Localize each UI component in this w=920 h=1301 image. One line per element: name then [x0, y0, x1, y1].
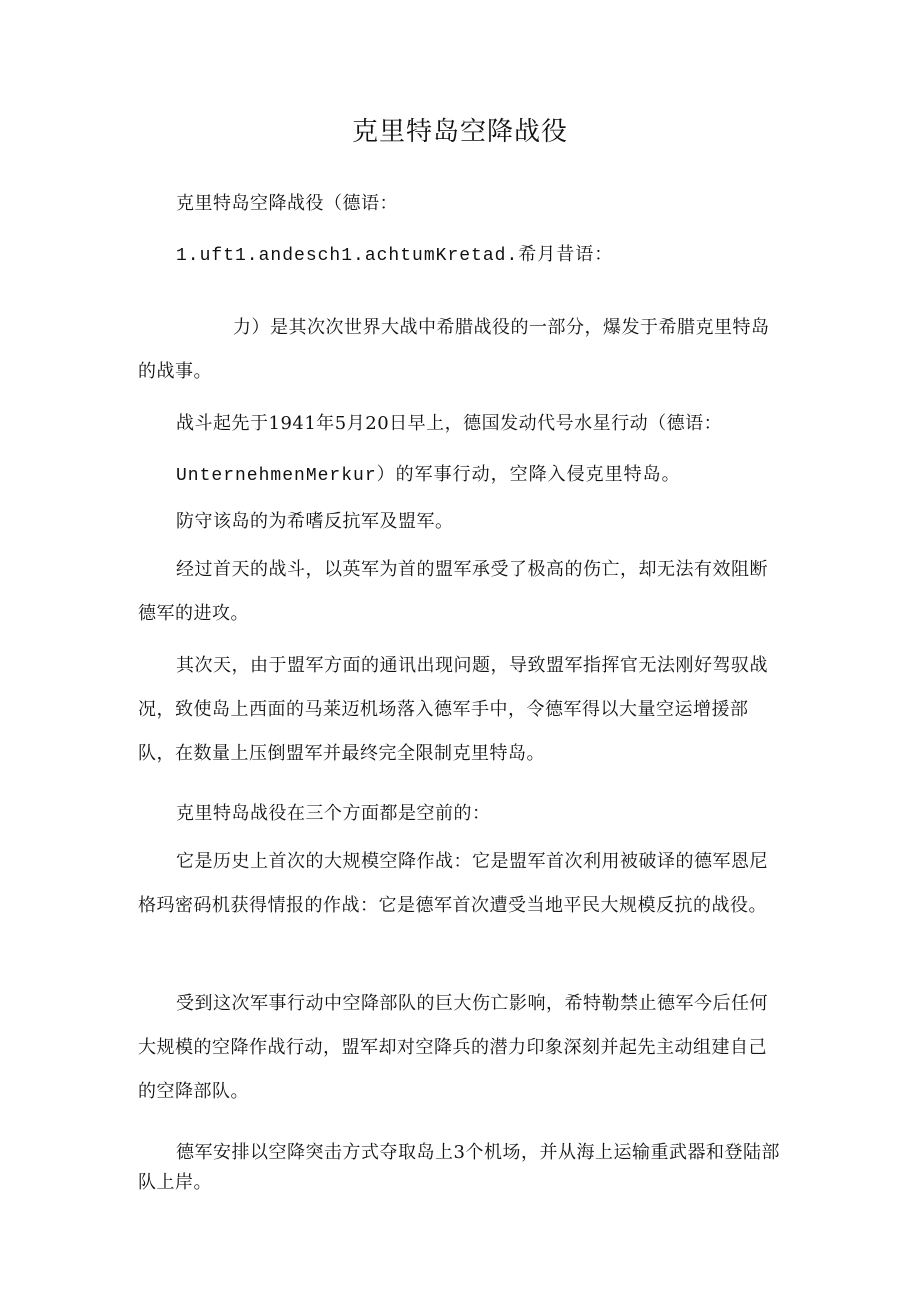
paragraph-description: 力）是其次次世界大战中希腊战役的一部分，爆发于希腊克里特岛的战事。: [138, 317, 770, 382]
paragraph-defenders: 防守该岛的为希嗜反抗军及盟军。: [176, 511, 454, 532]
paragraph-three-firsts: 它是历史上首次的大规模空降作战：它是盟军首次利用被破译的德军恩尼格玛密码机获得情报的作战：它是德军首次遭受当地平民大规模反抗的战役。: [138, 851, 768, 916]
paragraph-unprecedented: 克里特岛战役在三个方面都是空前的：: [176, 803, 491, 824]
paragraph-second-day: 其次天，由于盟军方面的通讯出现问题，导致盟军指挥官无法刚好驾驭战况，致使岛上西面的马莱迈机场落入德军手中，令德军得以大量空运增援部队，在数量上压倒盟军并最终完全限制克里特岛。: [138, 655, 768, 764]
paragraph-aftermath: 受到这次军事行动中空降部队的巨大伤亡影响，希特勒禁止德军今后任何大规模的空降作战行动，盟军却对空降兵的潜力印象深刻并起先主动组建自己的空降部队。: [138, 993, 768, 1102]
paragraph-intro: 克里特岛空降战役（德语：: [176, 193, 398, 214]
paragraph-operation-name: UnternehmenMerkur）的军事行动，空降入侵克里特岛。: [176, 466, 681, 486]
paragraph-german-name: 1.uft1.andesch1.achtumKretad.希月昔语：: [176, 246, 614, 266]
paragraph-plan: 德军安排以空降突击方式夺取岛上3个机场，并从海上运输重武器和登陆部队上岸。: [138, 1142, 780, 1193]
paragraph-start-date: 战斗起先于1941年5月20日早上，德国发动代号水星行动（德语：: [176, 413, 723, 434]
paragraph-first-day: 经过首天的战斗，以英军为首的盟军承受了极高的伤亡，却无法有效阻断德军的进攻。: [138, 559, 768, 624]
page-title: 克里特岛空降战役: [351, 117, 568, 147]
